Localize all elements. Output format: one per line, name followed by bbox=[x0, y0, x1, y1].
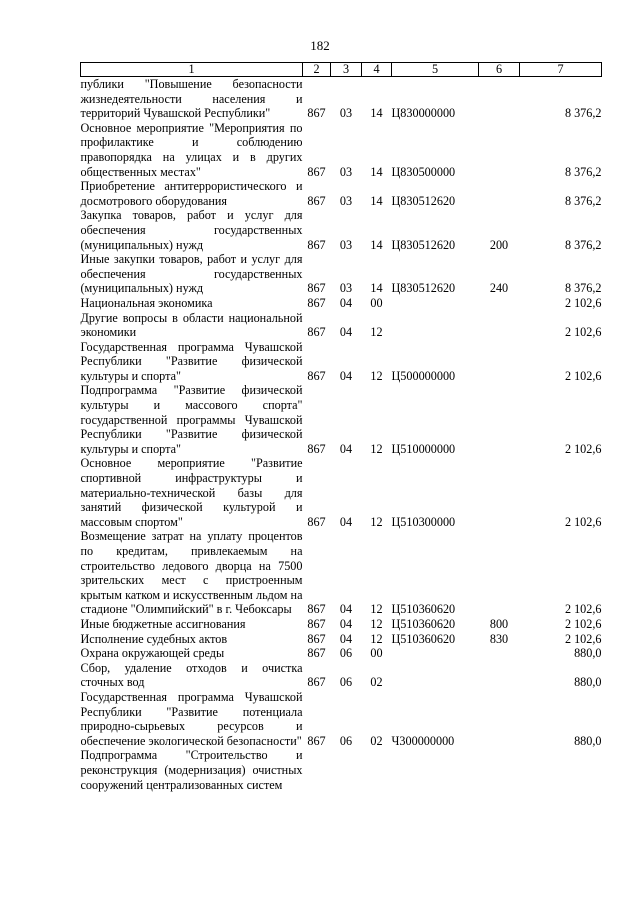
item-name: Исполнение судебных актов bbox=[80, 631, 228, 646]
item-name: Охрана окружающей среды bbox=[80, 646, 225, 661]
target-article-code: Ц510360620 bbox=[391, 631, 456, 646]
table-body bbox=[81, 77, 602, 793]
ministry-code: 867 bbox=[307, 514, 326, 529]
item-name: Государственная программа Чувашской Республики "Развитие физической культуры и спорта" bbox=[80, 339, 303, 383]
target-article-code: Ц830512620 bbox=[391, 193, 456, 208]
table-row bbox=[81, 456, 602, 529]
target-article-code bbox=[392, 661, 479, 690]
subsection-code: 02 bbox=[370, 675, 383, 690]
amount: 2 102,6 bbox=[564, 616, 602, 631]
budget-table bbox=[80, 62, 602, 792]
expense-type-code: 830 bbox=[489, 631, 509, 646]
section-code: 03 bbox=[339, 106, 353, 121]
subsection-code: 12 bbox=[370, 514, 383, 529]
item-name: Основное мероприятие "Мероприятия по профилактике и соблюдению правопорядка на улицах и в других общественных местах" bbox=[80, 120, 303, 179]
column-header-6: 6 bbox=[479, 63, 520, 77]
expense-type-code bbox=[479, 383, 520, 456]
amount: 2 102,6 bbox=[564, 441, 602, 456]
section-code: 03 bbox=[339, 281, 353, 296]
subsection-code: 12 bbox=[370, 631, 383, 646]
item-name: Возмещение затрат на уплату процентов по кредитам, привлекаемым на строительство ледового дворца на 7500 зрительских мест с пристроенным крытым катком и искусственным льдом на стадионе "Олимпийский" в г. Чебоксары bbox=[80, 529, 303, 617]
expense-type-code bbox=[479, 529, 520, 617]
section-code: 04 bbox=[339, 368, 353, 383]
subsection-code: 00 bbox=[370, 295, 383, 310]
section-code: 04 bbox=[339, 325, 353, 340]
column-header-1: 1 bbox=[81, 63, 303, 77]
subsection-code: 14 bbox=[370, 164, 383, 179]
item-name: Государственная программа Чувашской Республики "Развитие потенциала природно-сырьевых ресурсов и обеспечение экологической безопасности" bbox=[80, 689, 303, 748]
subsection-code: 00 bbox=[370, 646, 383, 661]
item-name: Закупка товаров, работ и услуг для обеспечения государственных (муниципальных) нужд bbox=[80, 208, 303, 252]
target-article-code: Ц830512620 bbox=[391, 237, 456, 252]
expense-type-code bbox=[479, 340, 520, 384]
table-row bbox=[81, 617, 602, 632]
section-code bbox=[331, 748, 362, 792]
ministry-code: 867 bbox=[307, 325, 326, 340]
item-name: Основное мероприятие "Развитие спортивной инфраструктуры и материально-технической базы для занятий физической культурой и массовым спортом" bbox=[80, 456, 303, 529]
table-row bbox=[81, 632, 602, 647]
column-header-2: 2 bbox=[303, 63, 331, 77]
table-row bbox=[81, 77, 602, 121]
table-row bbox=[81, 690, 602, 748]
section-code: 03 bbox=[339, 193, 353, 208]
table-header bbox=[81, 63, 602, 77]
ministry-code: 867 bbox=[307, 646, 326, 661]
section-code: 04 bbox=[339, 441, 353, 456]
target-article-code: Ц510300000 bbox=[391, 514, 456, 529]
amount: 2 102,6 bbox=[564, 514, 602, 529]
expense-type-code bbox=[479, 311, 520, 340]
target-article-code bbox=[392, 646, 479, 661]
expense-type-code: 800 bbox=[489, 616, 509, 631]
header-row bbox=[81, 63, 602, 77]
target-article-code: Ц830500000 bbox=[391, 164, 456, 179]
ministry-code: 867 bbox=[307, 193, 326, 208]
expense-type-code bbox=[479, 456, 520, 529]
column-header-4: 4 bbox=[362, 63, 392, 77]
amount: 2 102,6 bbox=[564, 368, 602, 383]
target-article-code bbox=[392, 311, 479, 340]
ministry-code: 867 bbox=[307, 368, 326, 383]
ministry-code: 867 bbox=[307, 106, 326, 121]
ministry-code: 867 bbox=[307, 237, 326, 252]
amount: 2 102,6 bbox=[564, 295, 602, 310]
target-article-code: Ц510360620 bbox=[391, 616, 456, 631]
table-row bbox=[81, 646, 602, 661]
item-name: Другие вопросы в области национальной экономики bbox=[80, 310, 303, 340]
section-code: 06 bbox=[339, 675, 353, 690]
ministry-code: 867 bbox=[307, 733, 326, 748]
item-name: публики "Повышение безопасности жизнедеятельности населения и территорий Чувашской Республики" bbox=[80, 77, 303, 121]
table-row bbox=[81, 661, 602, 690]
section-code: 06 bbox=[339, 646, 353, 661]
section-code: 04 bbox=[339, 602, 353, 617]
amount: 8 376,2 bbox=[564, 106, 602, 121]
ministry-code: 867 bbox=[307, 441, 326, 456]
item-name: Иные бюджетные ассигнования bbox=[80, 616, 246, 631]
expense-type-code bbox=[479, 296, 520, 311]
subsection-code: 14 bbox=[370, 106, 383, 121]
subsection-code: 14 bbox=[370, 237, 383, 252]
amount bbox=[520, 748, 602, 792]
expense-type-code bbox=[479, 646, 520, 661]
amount: 8 376,2 bbox=[564, 281, 602, 296]
table-row bbox=[81, 208, 602, 252]
table-row bbox=[81, 311, 602, 340]
subsection-code: 02 bbox=[370, 733, 383, 748]
subsection-code: 12 bbox=[370, 368, 383, 383]
expense-type-code: 200 bbox=[489, 237, 509, 252]
target-article-code: Ц830000000 bbox=[391, 106, 456, 121]
subsection-code: 12 bbox=[370, 325, 383, 340]
section-code: 06 bbox=[339, 733, 353, 748]
subsection-code: 12 bbox=[370, 602, 383, 617]
amount: 2 102,6 bbox=[564, 602, 602, 617]
column-header-5: 5 bbox=[392, 63, 479, 77]
expense-type-code bbox=[479, 179, 520, 208]
target-article-code bbox=[392, 748, 479, 792]
table-row bbox=[81, 296, 602, 311]
table-row bbox=[81, 121, 602, 179]
amount: 880,0 bbox=[574, 675, 602, 690]
subsection-code: 14 bbox=[370, 281, 383, 296]
subsection-code bbox=[362, 748, 392, 792]
table-row bbox=[81, 529, 602, 617]
expense-type-code bbox=[479, 748, 520, 792]
table-row bbox=[81, 383, 602, 456]
amount: 8 376,2 bbox=[564, 237, 602, 252]
section-code: 04 bbox=[339, 295, 353, 310]
target-article-code: Ц510360620 bbox=[391, 602, 456, 617]
amount: 8 376,2 bbox=[564, 164, 602, 179]
column-header-3: 3 bbox=[331, 63, 362, 77]
ministry-code: 867 bbox=[307, 164, 326, 179]
target-article-code: Ц830512620 bbox=[391, 281, 456, 296]
subsection-code: 14 bbox=[370, 193, 383, 208]
section-code: 03 bbox=[339, 164, 353, 179]
section-code: 04 bbox=[339, 631, 353, 646]
expense-type-code bbox=[479, 77, 520, 121]
table-row bbox=[81, 340, 602, 384]
table-row bbox=[81, 179, 602, 208]
expense-type-code: 240 bbox=[489, 281, 509, 296]
amount: 880,0 bbox=[574, 733, 602, 748]
ministry-code: 867 bbox=[307, 616, 326, 631]
item-name: Подпрограмма "Строительство и реконструкция (модернизация) очистных сооружений централизованных систем bbox=[80, 748, 303, 792]
section-code: 03 bbox=[339, 237, 353, 252]
expense-type-code bbox=[479, 121, 520, 179]
page-number: 182 bbox=[310, 38, 330, 53]
ministry-code: 867 bbox=[307, 281, 326, 296]
amount: 8 376,2 bbox=[564, 193, 602, 208]
item-name: Приобретение антитеррористического и досмотрового оборудования bbox=[80, 179, 303, 208]
target-article-code: Ч300000000 bbox=[391, 733, 455, 748]
ministry-code bbox=[303, 748, 331, 792]
ministry-code: 867 bbox=[307, 602, 326, 617]
amount: 2 102,6 bbox=[564, 631, 602, 646]
amount: 880,0 bbox=[574, 646, 602, 661]
ministry-code: 867 bbox=[307, 631, 326, 646]
subsection-code: 12 bbox=[370, 441, 383, 456]
expense-type-code bbox=[479, 661, 520, 690]
item-name: Сбор, удаление отходов и очистка сточных вод bbox=[80, 660, 303, 690]
column-header-7: 7 bbox=[520, 63, 602, 77]
target-article-code bbox=[392, 296, 479, 311]
item-name: Подпрограмма "Развитие физической культуры и массового спорта" государственной программы Чувашской Республики "Развитие физической культуры и спорта" bbox=[80, 383, 303, 456]
amount: 2 102,6 bbox=[564, 325, 602, 340]
subsection-code: 12 bbox=[370, 616, 383, 631]
section-code: 04 bbox=[339, 514, 353, 529]
table-row bbox=[81, 252, 602, 296]
section-code: 04 bbox=[339, 616, 353, 631]
expense-type-code bbox=[479, 690, 520, 748]
target-article-code: Ц500000000 bbox=[391, 368, 456, 383]
table-row bbox=[81, 748, 602, 792]
target-article-code: Ц510000000 bbox=[391, 441, 456, 456]
item-name: Иные закупки товаров, работ и услуг для обеспечения государственных (муниципальных) нужд bbox=[80, 252, 303, 296]
ministry-code: 867 bbox=[307, 675, 326, 690]
item-name: Национальная экономика bbox=[80, 295, 213, 310]
ministry-code: 867 bbox=[307, 295, 326, 310]
